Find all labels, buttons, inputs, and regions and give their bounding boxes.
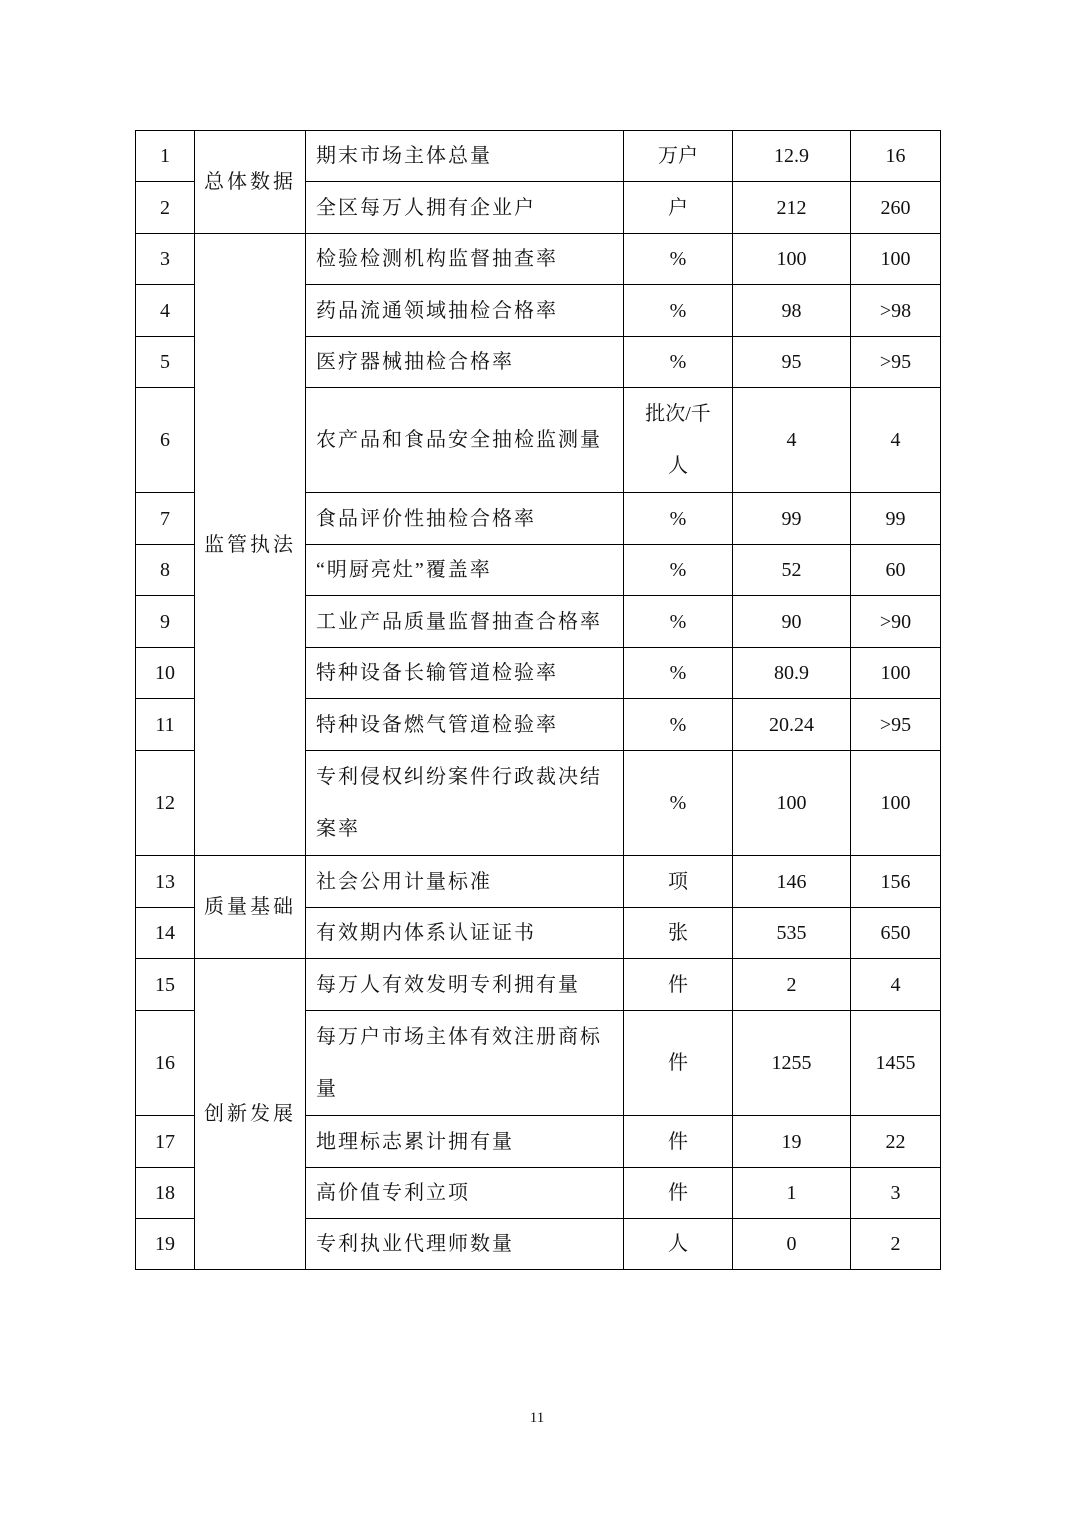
indicator-name: 每万人有效发明专利拥有量 — [306, 959, 624, 1011]
current-value: 0 — [733, 1219, 851, 1270]
target-value: 3 — [851, 1168, 941, 1219]
indicator-name: 专利侵权纠纷案件行政裁决结案率 — [306, 751, 624, 856]
target-value: 4 — [851, 959, 941, 1011]
unit-cell: 件 — [624, 959, 733, 1011]
current-value: 12.9 — [733, 131, 851, 182]
row-number: 9 — [136, 596, 195, 648]
unit-cell: 件 — [624, 1116, 733, 1168]
current-value: 99 — [733, 493, 851, 545]
indicator-name: 农产品和食品安全抽检监测量 — [306, 388, 624, 493]
row-number: 6 — [136, 388, 195, 493]
unit-cell: % — [624, 648, 733, 699]
target-value: 100 — [851, 648, 941, 699]
target-value: >98 — [851, 285, 941, 337]
current-value: 4 — [733, 388, 851, 493]
unit-cell: % — [624, 234, 733, 285]
target-value: >95 — [851, 337, 941, 388]
indicator-name: 特种设备燃气管道检验率 — [306, 699, 624, 751]
category-cell: 监管执法 — [195, 234, 306, 856]
row-number: 3 — [136, 234, 195, 285]
unit-cell: % — [624, 493, 733, 545]
unit-cell: 人 — [624, 1219, 733, 1270]
table-row — [136, 234, 941, 285]
target-value: 100 — [851, 234, 941, 285]
current-value: 19 — [733, 1116, 851, 1168]
table-row — [136, 959, 941, 1011]
row-number: 2 — [136, 182, 195, 234]
indicator-table — [135, 130, 941, 1270]
indicator-name: 全区每万人拥有企业户 — [306, 182, 624, 234]
current-value: 20.24 — [733, 699, 851, 751]
category-cell: 创新发展 — [195, 959, 306, 1270]
target-value: >95 — [851, 699, 941, 751]
unit-cell: % — [624, 545, 733, 596]
target-value: >90 — [851, 596, 941, 648]
unit-cell: % — [624, 751, 733, 856]
unit-cell: % — [624, 285, 733, 337]
current-value: 52 — [733, 545, 851, 596]
indicator-name: 有效期内体系认证证书 — [306, 908, 624, 959]
target-value: 260 — [851, 182, 941, 234]
indicator-name: 特种设备长输管道检验率 — [306, 648, 624, 699]
table-row — [136, 131, 941, 182]
unit-cell: 件 — [624, 1168, 733, 1219]
indicator-name: 社会公用计量标准 — [306, 856, 624, 908]
row-number: 18 — [136, 1168, 195, 1219]
unit-cell: % — [624, 699, 733, 751]
row-number: 15 — [136, 959, 195, 1011]
current-value: 212 — [733, 182, 851, 234]
unit-cell: 张 — [624, 908, 733, 959]
unit-cell: % — [624, 337, 733, 388]
indicator-name: 地理标志累计拥有量 — [306, 1116, 624, 1168]
category-cell: 质量基础 — [195, 856, 306, 959]
unit-cell: 批次/千人 — [624, 388, 733, 493]
indicator-name: 药品流通领域抽检合格率 — [306, 285, 624, 337]
target-value: 99 — [851, 493, 941, 545]
indicator-name: 食品评价性抽检合格率 — [306, 493, 624, 545]
table-row — [136, 856, 941, 908]
current-value: 146 — [733, 856, 851, 908]
current-value: 1255 — [733, 1011, 851, 1116]
indicator-name: 医疗器械抽检合格率 — [306, 337, 624, 388]
current-value: 98 — [733, 285, 851, 337]
row-number: 13 — [136, 856, 195, 908]
row-number: 17 — [136, 1116, 195, 1168]
target-value: 650 — [851, 908, 941, 959]
unit-cell: 万户 — [624, 131, 733, 182]
indicator-name: 高价值专利立项 — [306, 1168, 624, 1219]
indicator-name: 专利执业代理师数量 — [306, 1219, 624, 1270]
indicator-name: 检验检测机构监督抽查率 — [306, 234, 624, 285]
row-number: 11 — [136, 699, 195, 751]
indicator-name: “明厨亮灶”覆盖率 — [306, 545, 624, 596]
page-number: 11 — [529, 1410, 545, 1426]
target-value: 16 — [851, 131, 941, 182]
indicator-name: 工业产品质量监督抽查合格率 — [306, 596, 624, 648]
category-cell: 总体数据 — [195, 131, 306, 234]
indicator-name: 每万户市场主体有效注册商标量 — [306, 1011, 624, 1116]
current-value: 2 — [733, 959, 851, 1011]
current-value: 1 — [733, 1168, 851, 1219]
target-value: 100 — [851, 751, 941, 856]
target-value: 2 — [851, 1219, 941, 1270]
target-value: 156 — [851, 856, 941, 908]
target-value: 22 — [851, 1116, 941, 1168]
row-number: 19 — [136, 1219, 195, 1270]
unit-cell: 件 — [624, 1011, 733, 1116]
current-value: 80.9 — [733, 648, 851, 699]
row-number: 12 — [136, 751, 195, 856]
target-value: 1455 — [851, 1011, 941, 1116]
current-value: 90 — [733, 596, 851, 648]
row-number: 16 — [136, 1011, 195, 1116]
current-value: 100 — [733, 234, 851, 285]
row-number: 14 — [136, 908, 195, 959]
current-value: 535 — [733, 908, 851, 959]
row-number: 4 — [136, 285, 195, 337]
unit-cell: % — [624, 596, 733, 648]
current-value: 100 — [733, 751, 851, 856]
unit-cell: 户 — [624, 182, 733, 234]
row-number: 7 — [136, 493, 195, 545]
row-number: 5 — [136, 337, 195, 388]
row-number: 10 — [136, 648, 195, 699]
target-value: 60 — [851, 545, 941, 596]
row-number: 8 — [136, 545, 195, 596]
current-value: 95 — [733, 337, 851, 388]
row-number: 1 — [136, 131, 195, 182]
indicator-name: 期末市场主体总量 — [306, 131, 624, 182]
unit-cell: 项 — [624, 856, 733, 908]
target-value: 4 — [851, 388, 941, 493]
